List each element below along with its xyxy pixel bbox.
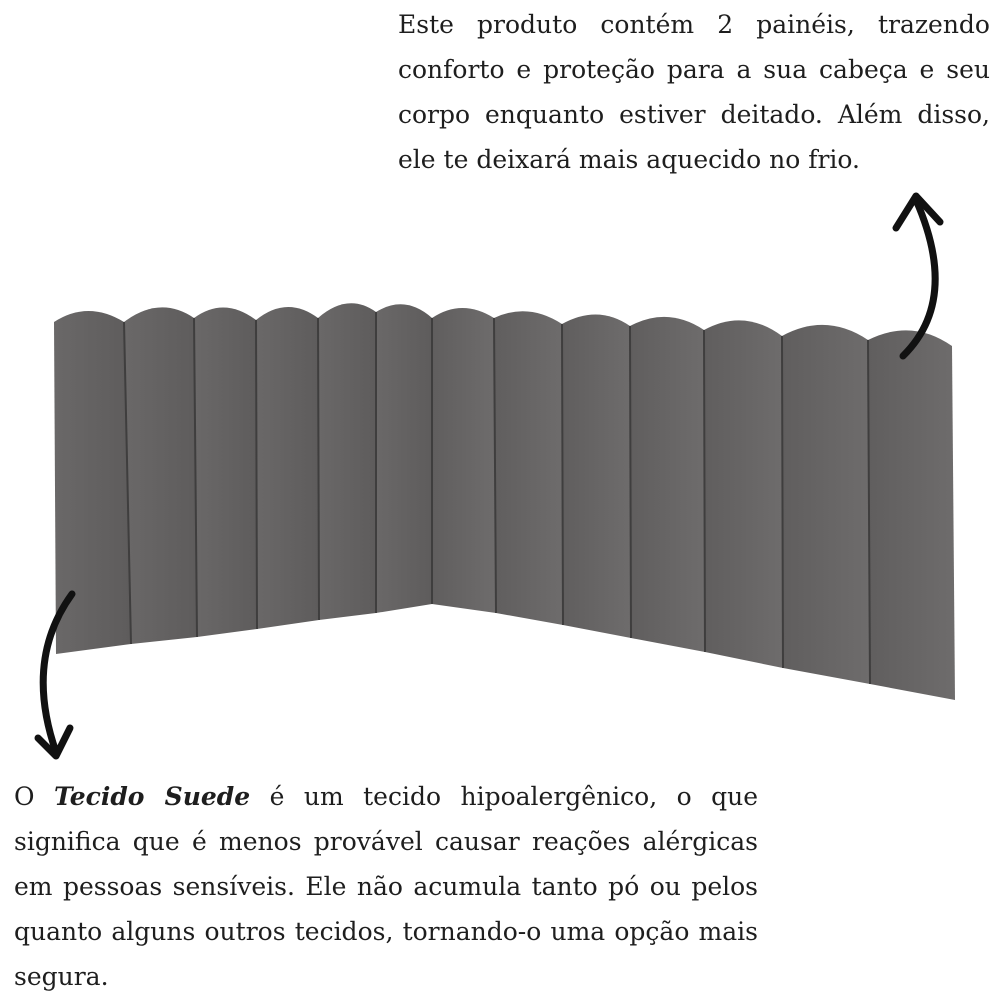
left-slat-4 (256, 307, 319, 629)
fabric-description-prefix: O (14, 782, 54, 811)
fabric-description-bottom (14, 774, 758, 999)
fabric-name: Tecido Suede (53, 782, 251, 811)
right-slat-7 (868, 330, 955, 700)
product-description-top: Este produto contém 2 painéis, trazendo conforto e proteção para a sua cabeça e seu corpo enquanto estiver deitado. Além disso, ele te deixará mais aquecido no frio. (398, 10, 990, 174)
left-slat-1 (54, 311, 131, 654)
right-slat-3 (562, 314, 631, 638)
right-slat-4 (630, 317, 705, 652)
left-slat-3 (194, 307, 257, 637)
right-slat-1 (432, 308, 496, 613)
fabric-description-rest: é um tecido hipoalergênico, o que significa que é menos provável causar reações alérgicas em pessoas sensíveis. Ele não acumula tanto pó ou pelos quanto alguns outros tecidos, tornando-o uma opção mais segura. (14, 782, 758, 991)
right-slat-6 (782, 325, 870, 684)
left-slat-6 (376, 304, 432, 613)
left-panel (54, 303, 432, 654)
right-slat-2 (494, 311, 563, 625)
left-slat-5 (318, 303, 376, 620)
left-slat-2 (124, 307, 197, 644)
right-panel (432, 308, 955, 700)
right-slat-5 (704, 320, 783, 668)
